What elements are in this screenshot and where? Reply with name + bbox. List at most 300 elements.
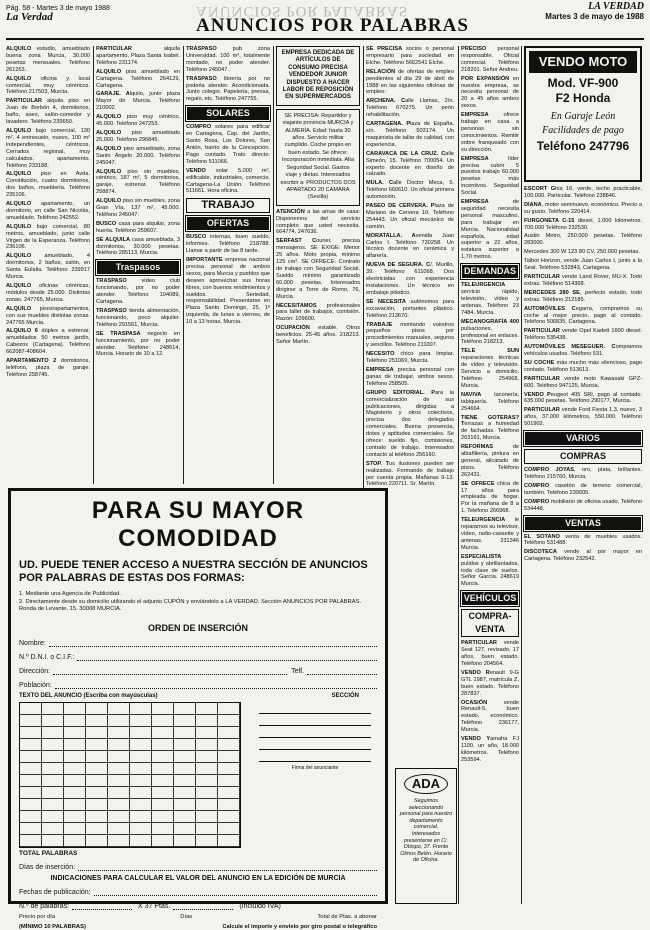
section-vehiculos: VEHÍCULOS [461,591,519,606]
signature-line[interactable] [259,750,371,762]
word-cell[interactable] [108,835,130,847]
word-cell[interactable] [130,763,152,775]
word-cell[interactable] [218,751,240,763]
phone-label: Telf. [291,668,304,675]
classified-ad: ALQUILO estudio, amueblado buena zona Murcia, 30.000 pesetas mensuales. Teléfono 261263. [6,46,90,73]
word-cell[interactable] [130,775,152,787]
word-cell[interactable] [64,799,86,811]
word-cell[interactable] [86,763,108,775]
word-cell[interactable] [174,703,196,715]
section-line[interactable] [259,702,371,714]
word-cell[interactable] [42,775,64,787]
word-cell[interactable] [64,775,86,787]
vendo-payment: Facilidades de pago [542,125,624,136]
word-cell[interactable] [174,715,196,727]
column-3-mid [186,124,270,195]
word-cell[interactable] [218,811,240,823]
vendo-moto-box [524,46,642,182]
word-cell[interactable] [42,727,64,739]
word-cell[interactable] [196,811,218,823]
word-cell[interactable] [130,703,152,715]
classified-ad: MULA. Calle Doctor Meca, 5. Teléfono 660610. Un oficial primera automoción. [366,180,454,201]
word-cell[interactable] [174,739,196,751]
section-title: ANUNCIOS POR PALABRAS [196,15,469,36]
address-label: Dirección: [19,668,51,675]
word-cell[interactable] [64,715,86,727]
classified-ad: ALQUILO piso sin muebles, zona Gran Vía, 137 m², 45.000. Teléfono 245047. [96,198,180,218]
classified-ad: NECESITAMOS profesionales para taller de trabajos, comisión. Razón: 109600. [276,302,360,323]
word-cell[interactable] [42,703,64,715]
classified-ad: PARTICULAR vende Ford Fiesta 1.3, nuevo, 3 años, 37.000 kilómetros, 550.000. Teléfono 501902. [524,407,642,428]
classified-ad: OCUPACIÓN estable. Otros beneficios. 25-45 años. 218213. Señor Martín. [276,325,360,346]
word-cell[interactable] [86,751,108,763]
classified-ad: APARTAMENTO 2 dormitorios, teléfono, plaza de garaje. Teléfono 258745. [6,358,90,378]
word-cell[interactable] [108,775,130,787]
word-cell[interactable] [152,727,174,739]
classified-ad: ALQUILO oficinas céntricas, módulos desde 25.000. Distintas zonas. 247765, Murcia. [6,283,90,303]
insertion-order-form [8,488,388,930]
section-ofertas: OFERTAS [186,216,270,231]
classified-ad: SE OFRECE chica de 17 años para empleada de hogar. Por la mañana de 8 a 1. Teléfono 266968. [461,480,519,515]
name-field[interactable] [49,639,377,647]
word-cell[interactable] [86,739,108,751]
masthead [6,2,644,40]
classified-ad: COMPRO casetón de terreno comercial, también. Teléfono 239005. [524,482,642,496]
section-line[interactable] [259,714,371,726]
classified-ad: TRASPASO pub zona Universidad. 100 m², totalmente montado, no poder atender. Teléfono 245047. [186,46,270,73]
section-traspasos: Traspasos [96,260,180,275]
word-cell[interactable] [152,823,174,835]
days-field[interactable] [78,863,377,871]
subtotal-field[interactable] [173,902,233,910]
column-7-top [524,186,642,428]
classified-ad: ALQUILO oficina y local comercial, muy céntricos. Teléfono 217503, Murcia. [6,75,90,96]
word-cell[interactable] [196,727,218,739]
word-cell[interactable] [20,835,42,847]
classified-ad: ALQUILO pisos/apartamentos, con sus muebles distintas zonas. 247765 Murcia. [6,305,90,326]
word-cell[interactable] [196,739,218,751]
classified-ad: TELEURGENCIA le reparamos su televisor, vídeo, radio-cassette y antenas. 231346 Murcia. [461,517,519,551]
word-cell[interactable] [64,751,86,763]
column-6-top [461,46,519,261]
classified-ad: POR EXPANSIÓN en nuestra empresa, se necesita personal de 20 a 45 años ambos sexos. [461,75,519,110]
dni-label: N.º D.N.I. o C.I.F.: [19,654,75,661]
classified-ad: SE TRASPASA negocio en funcionamiento, por no poder atender. Teléfono 248614, Murcia. Horario de 10 a 12. [96,330,180,358]
column-divider [93,46,94,484]
classified-ad: EMPRESA de seguridad necesita personal masculino, para trabajar en Murcia. Nacionalidad española, edad superior a 22 años, estatura superior a 1,70 metros. [461,199,519,261]
classified-ad: TRASPASO vídeo club funcionando, por no poder atender. Teléfono 104089, Cartagena. [96,278,180,306]
column-divider [458,46,459,904]
classified-ad: COMPRO mobiliario de oficina usado. Teléfono 534448. [524,498,642,512]
classified-ad: TRABAJE montando vuestros pequeños pisos por procedimientos manuales, seguros y sencillos. Teléfono 211007. [366,321,454,349]
word-cell[interactable] [152,715,174,727]
word-cell[interactable] [64,703,86,715]
word-cell[interactable] [42,751,64,763]
classified-ad: CARTAGENA. Plaza de España, s/n. Teléfono 503174. Un maquinista de tallar de calidad, con experiencia. [366,121,454,148]
word-cell[interactable] [108,799,130,811]
classified-ad: ATENCIÓN a las amas de casa: Disponemos del servicio completo que usted necesita. 664774, 247636. [276,208,360,236]
classified-ad: PARTICULAR vende Land Rover, MU-X. Todo extras. Teléfono 514368. [524,273,642,287]
word-cell[interactable] [64,787,86,799]
classified-ad: Austin Metro, 250.000 pesetas. Teléfono 283000. [524,233,642,247]
column-3 [186,46,270,484]
word-cell[interactable] [42,739,64,751]
classified-ad: PARTICULAR vende Opel Kadett 1600 diesel. Teléfono 535438. [524,328,642,342]
section-demandas: DEMANDAS [461,264,519,279]
word-cell[interactable] [42,823,64,835]
classified-ad: NECESITO chico para limpiar. Teléfono 251069, Murcia. [366,351,454,365]
column-7 [524,186,642,904]
word-cell[interactable] [152,775,174,787]
word-cell[interactable] [152,799,174,811]
classified-ad: SERFAST Courier, precisa mensajeros. SE EXIGE: Menor 25 años. Moto propia, mínimo 125 cm³. SE OFRECE: Contrato de trabajo con Seguridad Social. Sueldo mínimo garantizado 60.000 pesetas. Interesados dirigirse a Torre de Romo, 76, Murcia. [276,238,360,300]
word-cell[interactable] [20,763,42,775]
word-cell[interactable] [20,775,42,787]
word-cell[interactable] [218,799,240,811]
ada-logo: ADA [404,774,448,794]
classified-ad: BUSCO internas, buen sueldo, informes. Teléfono 218788. Llamar a partir de las 8 tarde. [186,234,270,255]
section-compras: COMPRAS [524,449,642,464]
word-cell[interactable] [108,811,130,823]
classified-ad: AUTOMÓVILES Cegarra, compramos su coche al mejor precio, pago al contado. Teléfono 506835, Cartagena. [524,305,642,326]
classified-ad: BUSCO casa para alquilar, zona huerta. Teléfono 259607. [96,220,180,234]
word-cell[interactable] [218,715,240,727]
words-calc-row [19,898,377,910]
word-cell[interactable] [20,823,42,835]
se-precisa-box: SE PRECISA: Repartidor y viajante provincia MURCIA y ALMERÍA. Edad: hasta 30 años. Servicio militar cumplido. Coche propio en buen estado. Se ofrece: Incorporación inmediata. Alta Seguridad Social. Gastos viaje y dietas. Interesados escribir a: PRODUCTOS DOS APARTADO 20 CAMARA (Sevilla) [276,109,360,206]
minimum-words-note: (MÍNIMO 10 PALABRAS) [19,924,86,930]
column-7-ventas [524,534,642,564]
word-cell[interactable] [196,703,218,715]
word-cell[interactable] [108,787,130,799]
column-6-bottom [461,640,519,763]
word-cell[interactable] [152,763,174,775]
classified-ad: VENDO solar 5.000 m², edificable, industriales, comercio. Cartagena-La Unión. Teléfono 511661. Hora oficina. [186,167,270,195]
word-cell[interactable] [108,823,130,835]
vendo-spec: F2 Honda [555,91,611,105]
classified-ad: COMPRO solares para edificar en Cartagena, Cap. del Jardín, Santo Rosa, Los Dolores, San Antón, barrio de la Concepción. Pago contado. Trato directo. Teléfono 511066. [186,124,270,165]
word-cell[interactable] [196,799,218,811]
section-label: SECCIÓN [331,693,359,699]
classified-ad: SE PRECISA socios o personal empresario para sociedad en Elche. Teléfono 5662541 Elche. [366,46,454,66]
word-cell[interactable] [196,751,218,763]
word-cell[interactable] [86,811,108,823]
classified-ad: NUEVA DE SEGURA. C/. Murillo, 39. Teléfono 611068. Dos electricistas con experiencia instalaciones. Un técnico en embalaje plástico. [366,262,454,296]
word-cell[interactable] [152,835,174,847]
word-cell[interactable] [152,751,174,763]
word-cell[interactable] [196,763,218,775]
classified-ad: VENDO Yamaha FJ 1100, un año, 18.000 kilómetros. Teléfono 253594. [461,736,520,763]
word-cell[interactable] [108,751,130,763]
word-cell[interactable] [64,823,86,835]
classified-ad: ESPECIALISTA pulidos y abrillantados, toda clase de suelos. Señor García. 248619 Murcia. [461,553,519,588]
classified-ad: ESCORT Ghia 16, verde, techo practicable, 100.000. Particular. Teléfono 238846. [524,186,643,199]
classified-ad: ALQUILO piso amueblado en Cartagena. Teléfono 264129, Cartagena. [96,68,180,89]
column-3-top [186,46,270,103]
word-cell[interactable] [174,799,196,811]
town-field[interactable] [55,681,377,689]
classified-ad: NAVIVA taconería, tabiquería. Teléfono 254664. [461,391,519,412]
classified-ad: MORATALLA. Avenida Juan Carlos I. Teléfono 730258. Un técnico docente en cerámica y alfarería. [366,232,455,260]
word-cell[interactable] [64,835,86,847]
word-cell[interactable] [86,799,108,811]
calc-heading: INDICACIONES PARA CALCULAR EL VALOR DEL ANUNCIO EN LA EDICIÓN DE MURCIA [50,875,346,882]
ad-text-area [19,693,377,857]
word-cell[interactable] [218,763,240,775]
classified-ad: MERCEDES 280 SE, perfecto estado, todo extras. Teléfono 212185. [524,289,643,303]
word-cell[interactable] [86,823,108,835]
classified-ad: DISCOTECA vende al por mayor en Cartagena. Teléfono 232542. [524,549,642,563]
price-per-day-caption: Precio por día [19,914,56,920]
ad-text-header [19,693,359,702]
column-divider [183,46,184,484]
word-cell[interactable] [218,703,240,715]
word-cell[interactable] [64,763,86,775]
issue-date: Martes 3 de mayo de 1988 [545,12,644,21]
ad-text-label: TEXTO DEL ANUNCIO (Escriba con mayúsculas) [19,693,158,699]
classified-ad: Talbot Horizon, vende Juan Carlos I, junto a la Seat. Teléfono 532843, Cartagena. [524,258,642,272]
word-cell[interactable] [42,715,64,727]
classified-ad: ALQUILO piso muy céntrico, 45.000. Teléfono 247253. [96,114,180,128]
paper-name: La Verdad [6,11,53,23]
classified-ad: SE ALQUILA casa amueblada, 3 dormitorios, 30.000 pesetas. Teléfono 285113, Murcia. [96,236,180,257]
classified-ad: SU COCHE más mucho más silencioso, pago contado. Teléfono 513613. [524,359,642,373]
word-cell[interactable] [130,727,152,739]
vendo-where: En Garaje León [550,111,616,122]
classified-ad: PARTICULAR vende moto Kawasaki GPZ-600. Teléfono 947125, Murcia. [524,375,642,389]
column-2-top [96,46,180,257]
word-cell[interactable] [152,811,174,823]
word-cell[interactable] [86,775,108,787]
word-cell[interactable] [174,775,196,787]
address-row [19,663,377,675]
word-cell[interactable] [174,823,196,835]
classified-ad: REFORMAS de albañilería, pintura en general, alicatado de pisos. Teléfono 262431. [461,444,519,478]
column-1 [6,46,90,484]
words-count-field[interactable] [72,902,132,910]
section-compraventa: COMPRA-VENTA [461,609,519,637]
word-cell[interactable] [20,703,42,715]
column-3-bottom [186,234,270,326]
form-footer-notes [19,924,377,930]
vendo-phone: Teléfono 247796 [536,139,630,153]
word-cell[interactable] [108,763,130,775]
classified-ad: EMPRESA precisa personal con ganas de trabajar, ambos sexos. Teléfono 258505. [366,366,454,387]
classified-ad: TRASPASO tienda alimentación, funcionando, poco alquiler. Teléfono 291561, Murcia. [96,308,180,328]
town-label: Población: [19,682,52,689]
word-cell[interactable] [130,751,152,763]
classified-ad: PARTICULAR alquila piso en Juan de Borbón 4, dormitorios, baño, aseo, salón-comedor y lavadero. Teléfono 239650. [6,98,90,126]
brand-name: LA VERDAD [588,1,644,12]
word-cell[interactable] [130,787,152,799]
section-line[interactable] [259,738,371,750]
classified-ad: PRECISO personal responsable. Oficial comercial. Teléfono 218201. Señor Andreu. [461,46,519,73]
word-cell[interactable] [20,811,42,823]
classified-ad: ALQUILO bajo comercial, 130 m², 4 entresuelo, nuevo, 100 m² independientes, céntricos. Cerrados regional, muy calculados, apartamento. Teléfono 233188. [6,127,90,169]
column-2 [96,46,180,484]
dni-field[interactable] [77,653,377,661]
word-cell[interactable] [174,811,196,823]
words-count-label: N.º de palabras: [19,903,70,910]
phone-field[interactable] [307,667,377,675]
section-lines [259,702,371,848]
word-cell[interactable] [218,727,240,739]
word-grid[interactable] [19,702,241,848]
word-cell[interactable] [218,835,240,847]
column-2-bottom [96,278,180,358]
classified-ad: Mercedes 300 W 123 80 CV, 250.000 pesetas. [524,249,640,256]
word-cell[interactable] [196,823,218,835]
classified-ad: EMPRESA líder precisa cubrir 5 puestos trabajo 60.000 pesetas más incentivos. Seguridad Social. [461,155,519,197]
column-6-mid [461,282,519,588]
column-4-ads [276,209,360,346]
classified-ad: IMPORTANTE empresa nacional precisa personal de ambos sexos, para Murcia y pueblos que deseen aprovechar sus horas libres, con buenos rendimientos y sueldos. Seriedad, responsabilidad. Presentarse en Plaza Santo Domingo, 25, 1º izquierda, de lunes a viernes, de 10 a 13 horas, Murcia. [186,257,270,326]
section-varios: VARIOS [524,431,642,446]
classified-ad: EMPRESA ofrece trabajo en casa a personas sin conocimientos. Remitir sobre franqueado con su dirección. [461,112,519,153]
classified-ad: RELACIÓN de ofertas de empleo pendientes al día 29 de abril de 1988 en las siguientes oficinas de empleo: [366,68,454,96]
classified-ad: STOP. Tus ilusiones pueden ser realizadas. Formando de trabajo por cuenta propia. Mañanas 9-13. Teléfono 220711. Sr. Martín. [366,460,454,488]
name-row [19,635,377,647]
masthead-right [545,2,644,22]
word-cell[interactable] [64,811,86,823]
form-heading: PARA SU MAYOR COMODIDAD [91,497,305,552]
word-cell[interactable] [130,811,152,823]
word-cell[interactable] [196,835,218,847]
classified-ad: TRASPASO librería por no poderla atender. Acondicionada. Junto colegio. Papelería, prensa, regalo, etc. Teléfono 247755. [186,75,270,103]
classified-ad: ALQUILO 6 dúplex a estrenar, amueblados 50 metros jardín, Cabezos (Cartagena). Teléfono 662087-408604. [6,328,90,356]
payment-note: Calcule el importe y envíelo por giro postal o telegráfico [222,924,377,930]
word-cell[interactable] [218,823,240,835]
classified-ad: ALQUILO piso amueblado, zona Santo Ángelo 20.000. Teléfono 245047. [96,145,180,166]
word-cell[interactable] [42,811,64,823]
word-cell[interactable] [20,727,42,739]
classified-ad: PARTICULAR alquila apartamento, Plaza Santa Isabel. Teléfono 231174. [96,46,180,66]
word-cell[interactable] [86,715,108,727]
classified-ad: AUTOMÓVILES MESEGUER. Compramos vehículos usados. Teléfono 531. [524,344,642,358]
word-cell[interactable] [86,727,108,739]
word-cell[interactable] [86,835,108,847]
section-trabajo: TRABAJO [186,198,270,213]
word-cell[interactable] [108,703,130,715]
empresa-box: EMPRESA DEDICADA DE ARTÍCULOS DE CONSUMO PRECISA VENDEDOR JUNIOR DISPUESTO A HACER LABOR DE REPOSICIÓN EN SUPERMERCADOS [276,46,360,106]
classified-ad: GRUPO EDITORIAL. Para la comercialización de sus publicaciones, dirigidas a Magisterio y otros colectivos, precisa dos delegados comerciales. Buena presencia, dotes y aptitudes comerciales. Se ofrece: sueldo fijo, comisiones, contrato de trabajo. Interesados contacto al teléfono 256160. [366,389,454,458]
word-cell[interactable] [152,739,174,751]
word-cell[interactable] [174,835,196,847]
days-label: Días de inserción: [19,864,76,871]
word-cell[interactable] [20,751,42,763]
word-cell[interactable] [108,739,130,751]
classified-ad: PARTICULAR vende Seat 127, revisado, 17 años, buen estado. Teléfono 204564. [461,640,519,667]
word-cell[interactable] [64,727,86,739]
word-cell[interactable] [196,787,218,799]
classified-ad: ALQUILO piso en Avda. Constitución, cuatro dormitorios, dos baños, mueblería. Teléfono 235106. [6,171,90,199]
word-cell[interactable] [130,739,152,751]
word-cell[interactable] [218,739,240,751]
name-label: Nombre: [19,640,46,647]
word-cell[interactable] [86,787,108,799]
classified-ad: ALQUILO piso amueblado 25.000. Teléfono 296845. [96,129,180,143]
section-line[interactable] [259,726,371,738]
word-cell[interactable] [152,703,174,715]
classified-ad: TELEURGENCIA servicio rápido, televisión, vídeo y antenas. Teléfono 23 7484, Murcia. [461,282,519,316]
masthead-left [6,4,110,22]
column-divider [521,46,522,904]
word-cell[interactable] [130,799,152,811]
classified-ad: ALQUILO bajo comercial, 80 metros, amueblado, junto calle Virgen de la Esperanza. Teléfono 236106. [6,223,90,251]
column-6 [461,46,519,904]
classified-ad: FURGONETA C-15 diesel, 1.000 kilómetros. 700.000 Teléfono 232530. [524,217,642,231]
page-line: Pág. 58 - Martes 3 de mayo 1988 [6,5,110,12]
word-cell[interactable] [20,787,42,799]
section-solares: SOLARES [186,106,270,121]
word-cell[interactable] [174,751,196,763]
word-cell[interactable] [218,775,240,787]
form-option-2: 2. Directamente desde su domicilio utilizando el adjunto CUPÓN y enviándolo a LA VERDAD. Sección ANUNCIOS POR PALABRAS. Ronda de Levante, 15. 30008 MURCIA. [19,599,362,612]
word-cell[interactable] [20,739,42,751]
price-per-word: X 37 Ptas. [138,903,171,910]
classified-ad: SE NECESITA autónomos para excavación, portantes plástico. Teléfono 213670. [366,298,455,319]
classified-ad: DIANA, motor seminuevo, económico. Precio a su gusto. Teléfono 220414. [524,201,642,215]
word-cell[interactable] [42,835,64,847]
form-option-1: 1. Mediante una Agencia de Publicidad. [19,591,121,597]
word-cell[interactable] [108,715,130,727]
word-cell[interactable] [174,727,196,739]
classified-ad: GARAJE. Alquilo, junto plaza Mayor de Murcia. Teléfono 210002. [96,91,180,112]
word-cell[interactable] [218,787,240,799]
word-cell[interactable] [174,787,196,799]
word-cell[interactable] [86,703,108,715]
classified-ad: TIENE GOTERAS? Terrazas a humedad de fachadas. Teléfono 263161, Murcia. [461,414,519,442]
word-cell[interactable] [20,715,42,727]
total-payable-caption: Total de Ptas. a abonar [317,914,377,920]
word-cell[interactable] [130,823,152,835]
ada-text: Seguimos seleccionando personal para nuestro departamento comercial. Interesados presentarse en C/. Obispo, 37. Frente Olmos Belén. Horario de Oficina. [399,798,453,864]
word-cell[interactable] [130,715,152,727]
classified-ad: ALQUILO piso sin muebles, céntrico, 187 m², 5 dormitorios, garaje, estrenar. Teléfono 258874. [96,168,180,196]
word-cell[interactable] [196,775,218,787]
word-cell[interactable] [130,835,152,847]
classified-ad: VENDO Peugeot 405 SRI, pago al contado. 635.000 pesetas. Teléfono 290177, Murcia. [524,391,642,405]
dates-row [19,884,377,896]
word-cell[interactable] [64,739,86,751]
classified-ad: TELE SUN reparaciones técnicas de vídeo y televisión. Servicio a domicilio. Teléfono 254968, Murcia. [461,348,519,389]
word-cell[interactable] [42,799,64,811]
vendo-heading: VENDO MOTO [529,51,637,73]
column-divider [273,46,274,484]
section-ventas: VENTAS [524,516,642,531]
classified-ad: ALQUILO amueblado, 4 dormitorios, 2 baños, salón, en Santa Eulalia. Teléfono 239917 Murcia. [6,253,90,281]
word-cell[interactable] [108,727,130,739]
address-field[interactable] [53,667,287,675]
dates-label: Fechas de publicación: [19,889,91,896]
vat-note: (Incluido IVA) [239,903,281,910]
word-cell[interactable] [42,787,64,799]
word-cell[interactable] [42,763,64,775]
word-cell[interactable] [196,715,218,727]
word-cell[interactable] [152,787,174,799]
dates-field[interactable] [94,888,377,896]
dni-row [19,649,377,661]
classified-ad: OCASIÓN vende Renault-5, buen estado, económico. Teléfono 236177, Murcia. [461,699,519,734]
word-cell[interactable] [174,763,196,775]
classified-ad: ALQUILO apartamento, un dormitorio, en calle San Nicolás, amueblado. Teléfono 242552. [6,201,90,221]
classified-ad: MECANOGRAFÍA 400 pulsaciones, profesional en enlaces. Teléfono 218213. [461,318,519,346]
signature-caption: Firma del anunciante [291,765,339,771]
town-row [19,677,377,689]
word-cell[interactable] [20,799,42,811]
order-title: ORDEN DE INSERCIÓN [147,623,248,633]
classified-ad: PASEO DE CERVERA. Plaza de Mariano de Cervera 10. Teléfono 254443. Un oficial mecánico de camión. [366,203,454,230]
